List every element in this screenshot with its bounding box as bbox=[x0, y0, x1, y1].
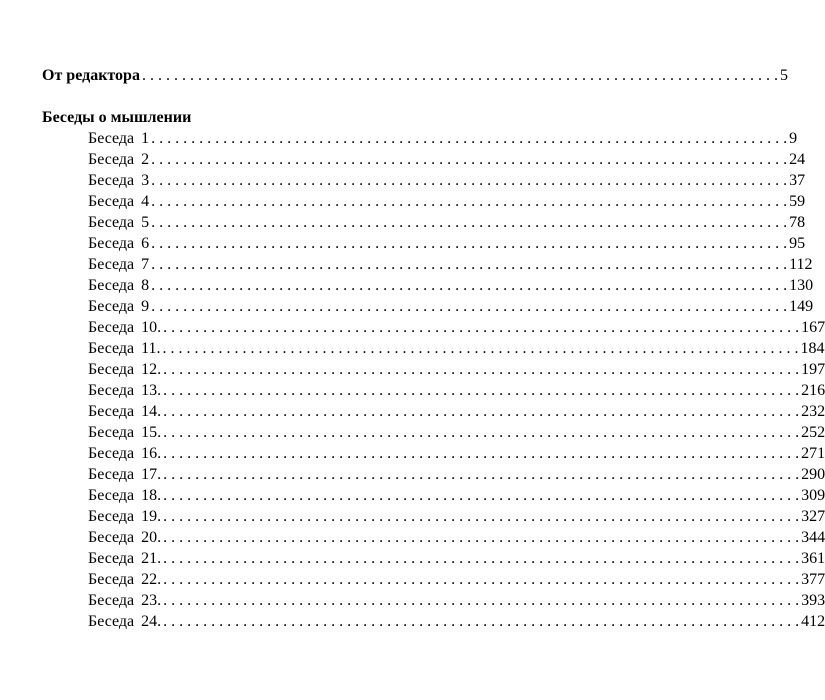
toc-entry-number: 23. bbox=[141, 592, 162, 609]
toc-entry-label bbox=[88, 611, 161, 632]
toc-entry-number: 24. bbox=[141, 613, 162, 630]
toc-entry[interactable] bbox=[88, 191, 806, 212]
toc-entry-label bbox=[88, 443, 161, 464]
toc-entry-label: От редактора bbox=[42, 67, 140, 84]
toc-leader-dots: . . . . . . . . . . . . . . . . . . . . . . . . . . . . . . . . . . . . . . . . . . . . . . . . . . . . . . . . . . . . . . . . . . . . . . . . . . . . . . . . bbox=[151, 256, 788, 273]
toc-page-number: 24 bbox=[789, 151, 806, 168]
toc-page-number: 216 bbox=[801, 382, 825, 399]
toc-entry-word: Беседа bbox=[88, 529, 135, 546]
toc-leader-dots: . . . . . . . . . . . . . . . . . . . . . . . . . . . . . . . . . . . . . . . . . . . . . . . . . . . . . . . . . . . . . . . . . . . . . . . . . . . . . . . . bbox=[151, 130, 788, 147]
toc-page-number: 393 bbox=[801, 592, 825, 609]
toc-entry-word: Беседа bbox=[88, 340, 135, 357]
toc-page-number: 95 bbox=[789, 235, 806, 252]
toc-page-number: 167 bbox=[801, 319, 825, 336]
toc-entry-word: Беседа bbox=[88, 256, 135, 273]
toc-leader-dots: . . . . . . . . . . . . . . . . . . . . . . . . . . . . . . . . . . . . . . . . . . . . . . . . . . . . . . . . . . . . . . . . . . . . . . . . . . . . . . . . bbox=[151, 172, 788, 189]
toc-leader-dots: . . . . . . . . . . . . . . . . . . . . . . . . . . . . . . . . . . . . . . . . . . . . . . . . . . . . . . . . . . . . . . . . . . . . . . . . . . . . . . . . bbox=[163, 445, 800, 462]
toc-entry-label bbox=[88, 233, 149, 254]
toc-entry-number: 20. bbox=[141, 529, 162, 546]
toc-entry[interactable] bbox=[88, 401, 825, 422]
toc-entry-word: Беседа bbox=[88, 193, 135, 210]
toc-entry[interactable] bbox=[88, 464, 825, 485]
toc-page-number: 271 bbox=[801, 445, 825, 462]
toc-leader-dots: . . . . . . . . . . . . . . . . . . . . . . . . . . . . . . . . . . . . . . . . . . . . . . . . . . . . . . . . . . . . . . . . . . . . . . . . . . . . . . . . bbox=[163, 382, 800, 399]
toc-page-number: 130 bbox=[789, 277, 814, 294]
toc-page-number: 78 bbox=[789, 214, 806, 231]
toc-entry-word: Беседа bbox=[88, 403, 135, 420]
toc-entry-word: Беседа bbox=[88, 130, 135, 147]
toc-page-number: 290 bbox=[801, 466, 825, 483]
toc-page-number: 5 bbox=[779, 67, 788, 84]
toc-page-number: 252 bbox=[801, 424, 825, 441]
toc-page-number: 197 bbox=[801, 361, 825, 378]
toc-entry-label bbox=[88, 569, 161, 590]
toc-entry-label bbox=[88, 275, 149, 296]
section-heading: Беседы о мышлении bbox=[42, 109, 192, 126]
toc-entry-number: 9 bbox=[141, 298, 150, 315]
toc-entry[interactable] bbox=[88, 212, 806, 233]
toc-entry-label bbox=[88, 296, 149, 317]
toc-entry-label bbox=[88, 128, 149, 149]
toc-entry-label bbox=[88, 506, 161, 527]
toc-entry-word: Беседа bbox=[88, 508, 135, 525]
toc-entry-number: 4 bbox=[141, 193, 150, 210]
toc-entry[interactable] bbox=[88, 338, 825, 359]
toc-leader-dots: . . . . . . . . . . . . . . . . . . . . . . . . . . . . . . . . . . . . . . . . . . . . . . . . . . . . . . . . . . . . . . . . . . . . . . . . . . . . . . . . bbox=[141, 67, 778, 84]
toc-entry-number: 16. bbox=[141, 445, 162, 462]
toc-entry-editor[interactable] bbox=[42, 65, 788, 86]
toc-entry-number: 15. bbox=[141, 424, 162, 441]
toc-entry-word: Беседа bbox=[88, 550, 135, 567]
toc-entry-word: Беседа bbox=[88, 487, 135, 504]
toc-entry-word: Беседа bbox=[88, 235, 135, 252]
toc-entry-word: Беседа bbox=[88, 319, 135, 336]
toc-entry-word: Беседа bbox=[88, 298, 135, 315]
toc-leader-dots: . . . . . . . . . . . . . . . . . . . . . . . . . . . . . . . . . . . . . . . . . . . . . . . . . . . . . . . . . . . . . . . . . . . . . . . . . . . . . . . . bbox=[151, 235, 788, 252]
toc-entry-number: 11. bbox=[141, 340, 161, 357]
toc-entry[interactable] bbox=[88, 422, 825, 443]
toc-entry-label bbox=[88, 149, 149, 170]
toc-entry-number: 2 bbox=[141, 151, 150, 168]
toc-entry-number: 17. bbox=[141, 466, 162, 483]
toc-entry-label bbox=[88, 254, 149, 275]
toc-leader-dots: . . . . . . . . . . . . . . . . . . . . . . . . . . . . . . . . . . . . . . . . . . . . . . . . . . . . . . . . . . . . . . . . . . . . . . . . . . . . . . . . bbox=[151, 193, 788, 210]
toc-entry-label bbox=[88, 464, 161, 485]
toc-entry-word: Беседа bbox=[88, 424, 135, 441]
toc-entry-word: Беседа bbox=[88, 361, 135, 378]
toc-entry[interactable] bbox=[88, 590, 825, 611]
toc-entry-word: Беседа bbox=[88, 445, 135, 462]
toc-entry-word: Беседа bbox=[88, 214, 135, 231]
toc-entry-word: Беседа bbox=[88, 613, 135, 630]
toc-leader-dots: . . . . . . . . . . . . . . . . . . . . . . . . . . . . . . . . . . . . . . . . . . . . . . . . . . . . . . . . . . . . . . . . . . . . . . . . . . . . . . . . bbox=[163, 592, 800, 609]
toc-entry-number: 7 bbox=[141, 256, 150, 273]
toc-entry[interactable] bbox=[88, 359, 825, 380]
toc-page-number: 344 bbox=[801, 529, 825, 546]
toc-entry[interactable] bbox=[88, 170, 806, 191]
toc-leader-dots: . . . . . . . . . . . . . . . . . . . . . . . . . . . . . . . . . . . . . . . . . . . . . . . . . . . . . . . . . . . . . . . . . . . . . . . . . . . . . . . . bbox=[151, 277, 788, 294]
toc-entry-number: 3 bbox=[141, 172, 150, 189]
toc-entry-label bbox=[88, 317, 161, 338]
toc-entry[interactable] bbox=[88, 443, 825, 464]
toc-entry[interactable] bbox=[88, 275, 814, 296]
toc-entry-number: 13. bbox=[141, 382, 162, 399]
toc-entry-label bbox=[88, 191, 149, 212]
toc-page-number: 37 bbox=[789, 172, 806, 189]
toc-entry[interactable] bbox=[88, 296, 814, 317]
toc-entry-label bbox=[88, 527, 161, 548]
toc-page-number: 149 bbox=[789, 298, 814, 315]
toc-leader-dots: . . . . . . . . . . . . . . . . . . . . . . . . . . . . . . . . . . . . . . . . . . . . . . . . . . . . . . . . . . . . . . . . . . . . . . . . . . . . . . . . bbox=[162, 340, 799, 357]
toc-leader-dots: . . . . . . . . . . . . . . . . . . . . . . . . . . . . . . . . . . . . . . . . . . . . . . . . . . . . . . . . . . . . . . . . . . . . . . . . . . . . . . . . bbox=[163, 529, 800, 546]
toc-entry[interactable] bbox=[88, 527, 825, 548]
toc-page-number: 309 bbox=[801, 487, 825, 504]
toc-entry[interactable] bbox=[88, 128, 798, 149]
toc-page-number: 184 bbox=[800, 340, 825, 357]
toc-entry[interactable] bbox=[88, 254, 813, 275]
toc-entry-word: Беседа bbox=[88, 466, 135, 483]
toc-leader-dots: . . . . . . . . . . . . . . . . . . . . . . . . . . . . . . . . . . . . . . . . . . . . . . . . . . . . . . . . . . . . . . . . . . . . . . . . . . . . . . . . bbox=[151, 214, 788, 231]
toc-entry-label bbox=[88, 590, 161, 611]
toc-page-number: 59 bbox=[789, 193, 806, 210]
toc-entry-number: 8 bbox=[141, 277, 150, 294]
toc-entry[interactable] bbox=[88, 317, 825, 338]
toc-page-number: 377 bbox=[801, 571, 825, 588]
toc-leader-dots: . . . . . . . . . . . . . . . . . . . . . . . . . . . . . . . . . . . . . . . . . . . . . . . . . . . . . . . . . . . . . . . . . . . . . . . . . . . . . . . . bbox=[163, 508, 800, 525]
toc-entry-number: 21. bbox=[141, 550, 162, 567]
toc-entry[interactable] bbox=[88, 380, 825, 401]
toc-page-number: 112 bbox=[789, 256, 813, 273]
toc-entry-number: 1 bbox=[141, 130, 150, 147]
toc-leader-dots: . . . . . . . . . . . . . . . . . . . . . . . . . . . . . . . . . . . . . . . . . . . . . . . . . . . . . . . . . . . . . . . . . . . . . . . . . . . . . . . . bbox=[163, 424, 800, 441]
toc-page-number: 327 bbox=[801, 508, 825, 525]
toc-leader-dots: . . . . . . . . . . . . . . . . . . . . . . . . . . . . . . . . . . . . . . . . . . . . . . . . . . . . . . . . . . . . . . . . . . . . . . . . . . . . . . . . bbox=[163, 487, 800, 504]
toc-page-number: 9 bbox=[789, 130, 798, 147]
toc-entry-label bbox=[88, 380, 161, 401]
toc-entry-label bbox=[88, 485, 161, 506]
toc-entry[interactable] bbox=[88, 233, 806, 254]
toc-entry-number: 18. bbox=[141, 487, 162, 504]
toc-leader-dots: . . . . . . . . . . . . . . . . . . . . . . . . . . . . . . . . . . . . . . . . . . . . . . . . . . . . . . . . . . . . . . . . . . . . . . . . . . . . . . . . bbox=[163, 550, 800, 567]
toc-entry-number: 19. bbox=[141, 508, 162, 525]
toc-entry-word: Беседа bbox=[88, 382, 135, 399]
toc-entry[interactable] bbox=[88, 569, 825, 590]
toc-entry-label bbox=[88, 170, 149, 191]
toc-entry-number: 14. bbox=[141, 403, 162, 420]
toc-entry-label bbox=[88, 422, 161, 443]
toc-entry-label bbox=[88, 338, 161, 359]
toc-entry-label bbox=[88, 548, 161, 569]
toc-entry-number: 12. bbox=[141, 361, 162, 378]
toc-entry-label bbox=[88, 359, 161, 380]
toc-entry-word: Беседа bbox=[88, 592, 135, 609]
toc-leader-dots: . . . . . . . . . . . . . . . . . . . . . . . . . . . . . . . . . . . . . . . . . . . . . . . . . . . . . . . . . . . . . . . . . . . . . . . . . . . . . . . . bbox=[151, 298, 788, 315]
toc-entry-word: Беседа bbox=[88, 277, 135, 294]
toc-entry[interactable] bbox=[88, 548, 825, 569]
toc-entry-number: 6 bbox=[141, 235, 150, 252]
toc-entry[interactable] bbox=[88, 149, 806, 170]
toc-entry-word: Беседа bbox=[88, 151, 135, 168]
toc-entry[interactable] bbox=[88, 506, 825, 527]
toc-entry-number: 22. bbox=[141, 571, 162, 588]
toc-page-number: 361 bbox=[801, 550, 825, 567]
toc-entry-number: 5 bbox=[141, 214, 150, 231]
toc-leader-dots: . . . . . . . . . . . . . . . . . . . . . . . . . . . . . . . . . . . . . . . . . . . . . . . . . . . . . . . . . . . . . . . . . . . . . . . . . . . . . . . . bbox=[163, 319, 800, 336]
toc-leader-dots: . . . . . . . . . . . . . . . . . . . . . . . . . . . . . . . . . . . . . . . . . . . . . . . . . . . . . . . . . . . . . . . . . . . . . . . . . . . . . . . . bbox=[163, 571, 800, 588]
toc-entry-word: Беседа bbox=[88, 172, 135, 189]
toc-leader-dots: . . . . . . . . . . . . . . . . . . . . . . . . . . . . . . . . . . . . . . . . . . . . . . . . . . . . . . . . . . . . . . . . . . . . . . . . . . . . . . . . bbox=[163, 466, 800, 483]
toc-leader-dots: . . . . . . . . . . . . . . . . . . . . . . . . . . . . . . . . . . . . . . . . . . . . . . . . . . . . . . . . . . . . . . . . . . . . . . . . . . . . . . . . bbox=[151, 151, 788, 168]
toc-entry[interactable] bbox=[88, 611, 825, 632]
toc-entry-word: Беседа bbox=[88, 571, 135, 588]
toc-leader-dots: . . . . . . . . . . . . . . . . . . . . . . . . . . . . . . . . . . . . . . . . . . . . . . . . . . . . . . . . . . . . . . . . . . . . . . . . . . . . . . . . bbox=[163, 613, 800, 630]
toc-leader-dots: . . . . . . . . . . . . . . . . . . . . . . . . . . . . . . . . . . . . . . . . . . . . . . . . . . . . . . . . . . . . . . . . . . . . . . . . . . . . . . . . bbox=[163, 361, 800, 378]
toc-page-number: 232 bbox=[801, 403, 825, 420]
toc-page-number: 412 bbox=[801, 613, 825, 630]
toc-entry[interactable] bbox=[88, 485, 825, 506]
toc-leader-dots: . . . . . . . . . . . . . . . . . . . . . . . . . . . . . . . . . . . . . . . . . . . . . . . . . . . . . . . . . . . . . . . . . . . . . . . . . . . . . . . . bbox=[163, 403, 800, 420]
toc-entry-number: 10. bbox=[141, 319, 162, 336]
toc-entry-label bbox=[88, 212, 149, 233]
toc-entry-label bbox=[88, 401, 161, 422]
